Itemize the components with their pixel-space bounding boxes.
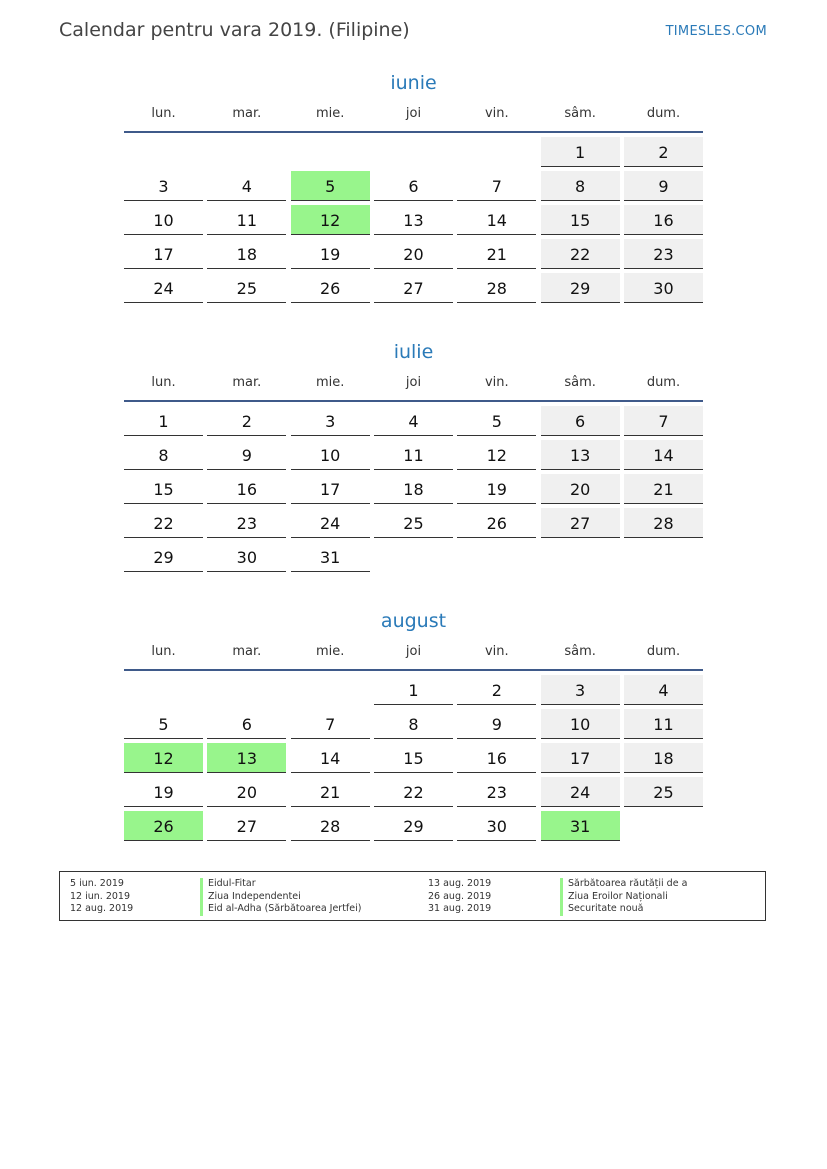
month-july bbox=[124, 339, 703, 572]
day-cell: 15 bbox=[374, 743, 453, 773]
day-cell: 1 bbox=[374, 675, 453, 705]
day-cell: 5 bbox=[124, 709, 203, 739]
legend-date: 13 aug. 2019 bbox=[428, 878, 492, 889]
day-cell: 22 bbox=[124, 508, 203, 538]
day-grid bbox=[124, 406, 703, 572]
day-cell: 26 bbox=[457, 508, 536, 538]
legend-date: 5 iun. 2019 bbox=[70, 878, 124, 889]
day-grid bbox=[124, 675, 703, 841]
empty-cell bbox=[124, 137, 203, 167]
empty-cell bbox=[374, 137, 453, 167]
weekday-label: lun. bbox=[151, 375, 176, 390]
empty-cell bbox=[207, 137, 286, 167]
day-cell: 14 bbox=[457, 205, 536, 235]
day-cell: 13 bbox=[374, 205, 453, 235]
day-cell: 18 bbox=[207, 239, 286, 269]
day-cell: 9 bbox=[624, 171, 703, 201]
legend-names-left bbox=[200, 878, 361, 916]
day-cell: 29 bbox=[541, 273, 620, 303]
legend-holiday-name: Ziua Eroilor Naționali bbox=[568, 890, 668, 902]
site-link[interactable]: TIMESLES.COM bbox=[665, 24, 767, 39]
day-cell: 6 bbox=[207, 709, 286, 739]
day-cell: 15 bbox=[541, 205, 620, 235]
day-cell: 11 bbox=[624, 709, 703, 739]
day-cell: 15 bbox=[124, 474, 203, 504]
day-cell: 20 bbox=[374, 239, 453, 269]
day-cell: 28 bbox=[457, 273, 536, 303]
weekday-label: dum. bbox=[646, 106, 681, 121]
day-cell: 6 bbox=[374, 171, 453, 201]
weekday-label: dum. bbox=[646, 644, 681, 659]
weekday-label: vin. bbox=[484, 375, 509, 390]
holiday-day-cell: 31 bbox=[541, 811, 620, 841]
legend-date: 12 aug. 2019 bbox=[70, 903, 134, 914]
day-cell: 6 bbox=[541, 406, 620, 436]
day-cell: 10 bbox=[291, 440, 370, 470]
holiday-day-cell: 12 bbox=[291, 205, 370, 235]
weekday-label: sâm. bbox=[564, 375, 596, 390]
day-cell: 29 bbox=[124, 542, 203, 572]
holiday-legend bbox=[59, 871, 766, 921]
day-cell: 9 bbox=[207, 440, 286, 470]
legend-date: 31 aug. 2019 bbox=[428, 903, 492, 914]
day-cell: 5 bbox=[457, 406, 536, 436]
day-cell: 8 bbox=[374, 709, 453, 739]
day-cell: 8 bbox=[124, 440, 203, 470]
day-cell: 23 bbox=[207, 508, 286, 538]
day-cell: 21 bbox=[291, 777, 370, 807]
day-cell: 14 bbox=[624, 440, 703, 470]
day-cell: 7 bbox=[291, 709, 370, 739]
day-cell: 25 bbox=[207, 273, 286, 303]
weekday-label: sâm. bbox=[564, 106, 596, 121]
weekday-label: vin. bbox=[484, 644, 509, 659]
day-cell: 16 bbox=[457, 743, 536, 773]
day-cell: 13 bbox=[541, 440, 620, 470]
day-cell: 30 bbox=[457, 811, 536, 841]
legend-date: 12 iun. 2019 bbox=[70, 890, 131, 902]
legend-holiday-name: Securitate nouă bbox=[568, 903, 644, 914]
day-cell: 19 bbox=[124, 777, 203, 807]
day-cell: 11 bbox=[374, 440, 453, 470]
weekday-label: mar. bbox=[232, 106, 262, 121]
day-cell: 16 bbox=[207, 474, 286, 504]
weekday-label: lun. bbox=[151, 644, 176, 659]
day-cell: 25 bbox=[624, 777, 703, 807]
day-cell: 7 bbox=[457, 171, 536, 201]
weekday-label: mar. bbox=[232, 375, 262, 390]
legend-dates-left bbox=[70, 878, 133, 916]
day-cell: 24 bbox=[541, 777, 620, 807]
day-cell: 29 bbox=[374, 811, 453, 841]
weekday-label: joi bbox=[405, 375, 422, 390]
day-cell: 7 bbox=[624, 406, 703, 436]
weekday-label: mar. bbox=[232, 644, 262, 659]
holiday-day-cell: 5 bbox=[291, 171, 370, 201]
empty-cell bbox=[124, 675, 203, 705]
day-cell: 2 bbox=[457, 675, 536, 705]
day-cell: 19 bbox=[291, 239, 370, 269]
day-cell: 18 bbox=[624, 743, 703, 773]
header-rule bbox=[124, 131, 703, 133]
legend-holiday-name: Ziua Independentei bbox=[208, 890, 301, 902]
month-august bbox=[124, 608, 703, 841]
day-cell: 25 bbox=[374, 508, 453, 538]
month-title: iunie bbox=[390, 72, 437, 94]
day-cell: 30 bbox=[207, 542, 286, 572]
day-cell: 22 bbox=[541, 239, 620, 269]
day-cell: 19 bbox=[457, 474, 536, 504]
page-title: Calendar pentru vara 2019. (Filipine) bbox=[59, 19, 410, 41]
day-cell: 9 bbox=[457, 709, 536, 739]
legend-date: 26 aug. 2019 bbox=[428, 890, 492, 902]
day-cell: 24 bbox=[291, 508, 370, 538]
day-cell: 3 bbox=[124, 171, 203, 201]
month-title: august bbox=[380, 610, 447, 632]
weekday-header bbox=[124, 373, 703, 393]
empty-cell bbox=[457, 137, 536, 167]
day-cell: 28 bbox=[291, 811, 370, 841]
day-cell: 2 bbox=[624, 137, 703, 167]
month-june bbox=[124, 70, 703, 303]
header-rule bbox=[124, 669, 703, 671]
day-cell: 23 bbox=[457, 777, 536, 807]
day-cell: 10 bbox=[541, 709, 620, 739]
day-cell: 30 bbox=[624, 273, 703, 303]
header-rule bbox=[124, 400, 703, 402]
weekday-label: joi bbox=[405, 106, 422, 121]
weekday-label: mie. bbox=[315, 644, 345, 659]
day-cell: 1 bbox=[541, 137, 620, 167]
legend-holiday-name: Eid al-Adha (Sărbătoarea Jertfei) bbox=[208, 903, 362, 914]
day-cell: 27 bbox=[374, 273, 453, 303]
day-cell: 21 bbox=[457, 239, 536, 269]
day-cell: 4 bbox=[624, 675, 703, 705]
day-cell: 16 bbox=[624, 205, 703, 235]
day-cell: 24 bbox=[124, 273, 203, 303]
day-cell: 12 bbox=[457, 440, 536, 470]
day-cell: 27 bbox=[541, 508, 620, 538]
month-title: iulie bbox=[393, 341, 434, 363]
day-cell: 23 bbox=[624, 239, 703, 269]
day-cell: 22 bbox=[374, 777, 453, 807]
day-cell: 10 bbox=[124, 205, 203, 235]
holiday-day-cell: 12 bbox=[124, 743, 203, 773]
legend-names-right bbox=[560, 878, 687, 916]
day-cell: 3 bbox=[541, 675, 620, 705]
weekday-label: lun. bbox=[151, 106, 176, 121]
day-cell: 20 bbox=[541, 474, 620, 504]
day-cell: 14 bbox=[291, 743, 370, 773]
holiday-day-cell: 26 bbox=[124, 811, 203, 841]
day-cell: 2 bbox=[207, 406, 286, 436]
weekday-label: vin. bbox=[484, 106, 509, 121]
day-cell: 4 bbox=[207, 171, 286, 201]
legend-holiday-name: Sărbătoarea răutății de a bbox=[568, 878, 688, 889]
weekday-label: mie. bbox=[315, 375, 345, 390]
day-cell: 28 bbox=[624, 508, 703, 538]
day-cell: 20 bbox=[207, 777, 286, 807]
day-cell: 17 bbox=[124, 239, 203, 269]
weekday-label: joi bbox=[405, 644, 422, 659]
day-cell: 11 bbox=[207, 205, 286, 235]
day-cell: 1 bbox=[124, 406, 203, 436]
day-cell: 17 bbox=[541, 743, 620, 773]
day-cell: 8 bbox=[541, 171, 620, 201]
day-grid bbox=[124, 137, 703, 303]
holiday-day-cell: 13 bbox=[207, 743, 286, 773]
day-cell: 17 bbox=[291, 474, 370, 504]
weekday-header bbox=[124, 104, 703, 124]
day-cell: 26 bbox=[291, 273, 370, 303]
weekday-label: sâm. bbox=[564, 644, 596, 659]
day-cell: 27 bbox=[207, 811, 286, 841]
weekday-label: dum. bbox=[646, 375, 681, 390]
day-cell: 21 bbox=[624, 474, 703, 504]
weekday-label: mie. bbox=[315, 106, 345, 121]
day-cell: 31 bbox=[291, 542, 370, 572]
empty-cell bbox=[291, 675, 370, 705]
day-cell: 4 bbox=[374, 406, 453, 436]
legend-dates-right bbox=[428, 878, 491, 916]
day-cell: 18 bbox=[374, 474, 453, 504]
day-cell: 3 bbox=[291, 406, 370, 436]
weekday-header bbox=[124, 642, 703, 662]
empty-cell bbox=[207, 675, 286, 705]
empty-cell bbox=[291, 137, 370, 167]
legend-holiday-name: Eidul-Fitar bbox=[208, 878, 256, 889]
